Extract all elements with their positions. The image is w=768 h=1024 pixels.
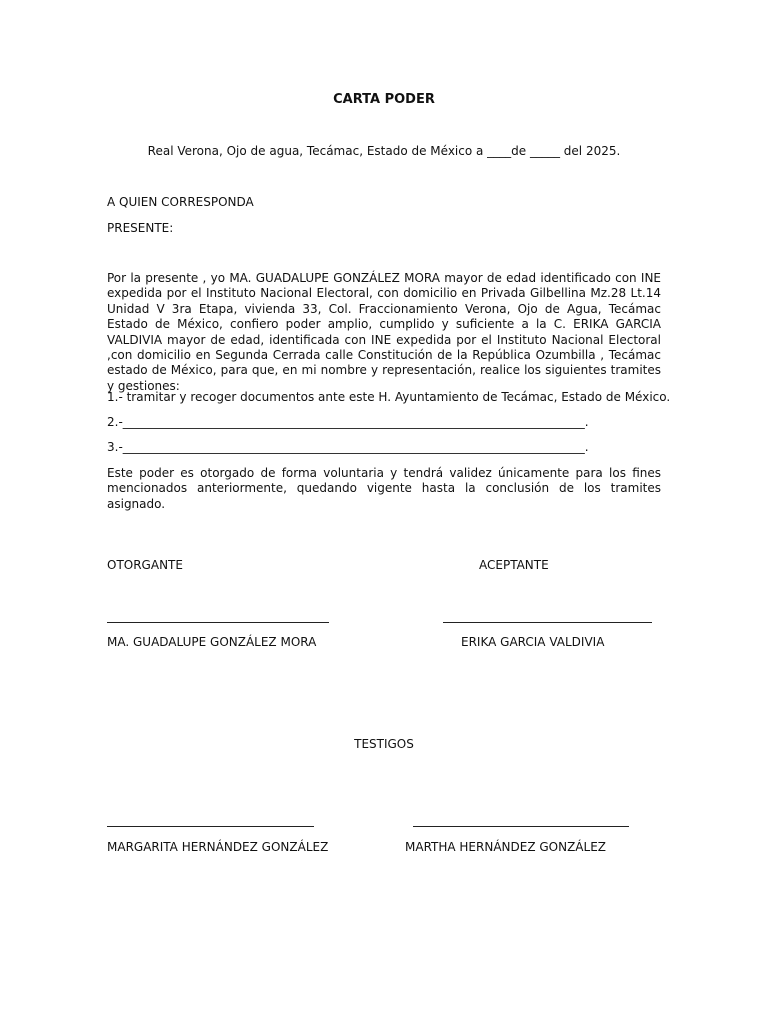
otorgante-label: OTORGANTE [107,558,183,572]
aceptante-name: ERIKA GARCIA VALDIVIA [461,635,605,649]
presente-line: PRESENTE: [107,221,174,235]
aceptante-label: ACEPTANTE [479,558,549,572]
closing-paragraph: Este poder es otorgado de forma voluntaria y tendrá validez únicamente para los fines mencionados anteriormente, quedando vigente hasta la conclusión de los tramites asignado. [107,466,661,511]
list-item-1: 1.- tramitar y recoger documentos ante este H. Ayuntamiento de Tecámac, Estado de México. [107,390,671,404]
otorgante-name: MA. GUADALUPE GONZÁLEZ MORA [107,635,317,649]
testigo2-name: MARTHA HERNÁNDEZ GONZÁLEZ [405,840,607,854]
list-item-3: 3.-_____________________________________________________________________________. [107,440,589,454]
testigo1-name: MARGARITA HERNÁNDEZ GONZÁLEZ [107,840,329,854]
main-paragraph: Por la presente , yo MA. GUADALUPE GONZÁLEZ MORA mayor de edad identificado con INE expedida por el Instituto Nacional Electoral, con domicilio en Privada Gilbellina Mz.28 Lt.14 Unidad V 3ra Etapa, vivienda 33, Col. Fraccionamiento Verona, Ojo de Agua, Tecámac Estado de México, confiero poder amplio, cumplido y suficiente a la C. ERIKA GARCIA VALDIVIA mayor de edad, identificada con INE expedida por el Instituto Nacional Electoral ,con domicilio en Segunda Cerrada calle Constitución de la República Ozumbilla , Tecámac estado de México, para que, en mi nombre y representación, realice los siguientes tramites y gestiones: [107,271,661,393]
otorgante-signature-line [107,622,329,623]
testigos-label: TESTIGOS [354,737,414,751]
recipient-line: A QUIEN CORRESPONDA [107,195,254,209]
document-title: CARTA PODER [333,92,435,107]
list-item-2: 2.-_____________________________________________________________________________. [107,415,589,429]
aceptante-signature-line [443,622,652,623]
testigo2-signature-line [413,826,629,827]
place-date-line: Real Verona, Ojo de agua, Tecámac, Estado de México a ____de _____ del 2025. [147,144,621,158]
testigo1-signature-line [107,826,314,827]
